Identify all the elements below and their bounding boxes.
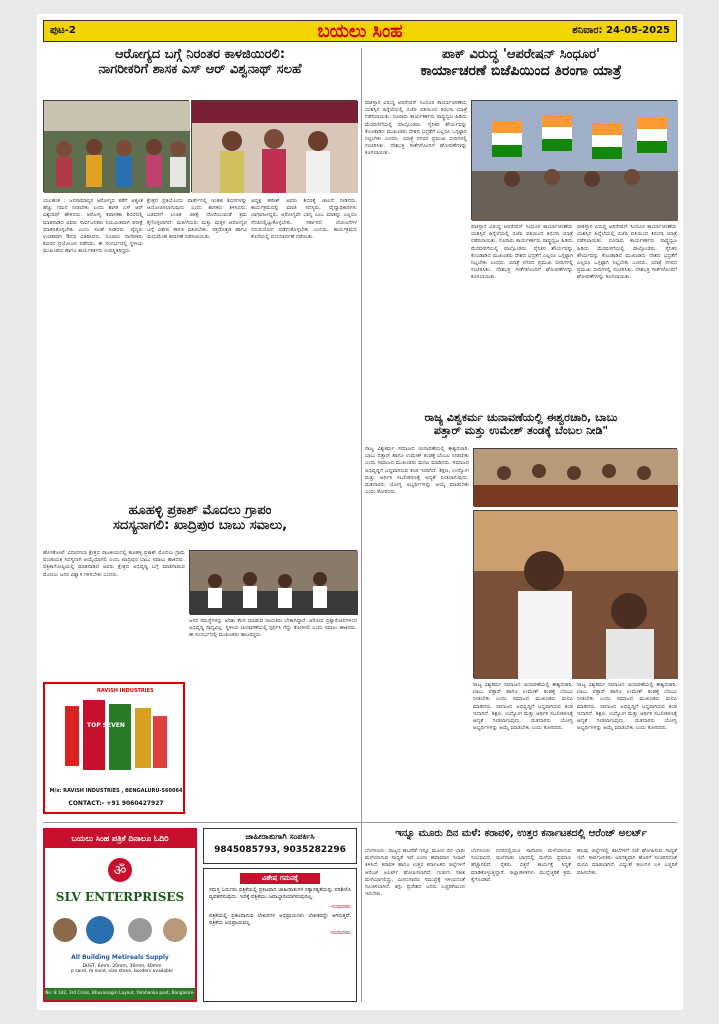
ad-slv-tagline: All Building Metireals Supply: [71, 954, 169, 961]
ad-contact-phones: 9845085793, 9035282296: [214, 845, 346, 855]
newspaper-page: [37, 14, 683, 1010]
svg-text:ॐ: ॐ: [113, 863, 127, 879]
story2-text-mid: ಪಾಕಿಸ್ತಾನ ವಿರುದ್ಧ ಆಪರೇಷನ್ ಸಿಂಧೂರ ಕಾರ್ಯಾಚರಣೆಯ ಯಶಸ್ಸಿನ ಹಿನ್ನೆಲೆಯಲ್ಲಿ ಬಿಜೆಪಿ ವತಿಯಿಂದ ತಿರಂಗಾ ಯಾತ್ರೆ ನಡೆಸಲಾಯಿತು. ನೂರಾರು ಕಾರ್ಯಕರ್ತರು ರಾಷ್ಟ್ರಧ್ವಜ ಹಿಡಿದು ಮೆರವಣಿಗೆಯಲ್ಲಿ ಪಾಲ್ಗೊಂಡರು. ಸೈನಿಕರ ಶೌರ್ಯವನ್ನು ಕೊಂಡಾಡಿದ ಮುಖಂಡರು ದೇಶದ ಭದ್ರತೆಗೆ ಎಲ್ಲರೂ ಒಗ್ಗಟ್ಟಾಗಿ ನಿಲ್ಲಬೇಕು ಎಂದರು. ಯಾತ್ರೆ ನಗರದ ಪ್ರಮುಖ ಬೀದಿಗಳಲ್ಲಿ ಸಂಚರಿಸಿತು. ದೇಶಭಕ್ತಿ ಗೀತೆಗಳೊಂದಿಗೆ ಘೋಷಣೆಗಳನ್ನು ಕೂಗಲಾಯಿತು.: [471, 224, 573, 281]
ad-ravish-address: M/s: RAVISH INDUSTRIES , BENGALURU-560064: [49, 788, 183, 794]
ad-slv-om-image: [45, 850, 195, 890]
story3-photo-portrait: [473, 510, 677, 678]
story3-text-left: ರಾಜ್ಯ ವಿಶ್ವಕರ್ಮ ಸಮಾಜದ ಚುನಾವಣೆಯಲ್ಲಿ ಈಶ್ವರಚಾರಿ, ಬಾಬು ಪತ್ತಾರ್ ಹಾಗೂ ಉಮೇಶ್ ತಂಡಕ್ಕೆ ಬೆಂಬಲ ನೀಡಬೇಕು ಎಂದು ಸಮಾಜದ ಮುಖಂಡರು ಮನವಿ ಮಾಡಿದರು. ಸಮಾಜದ ಅಭಿವೃದ್ಧಿಗೆ ಬದ್ಧವಾಗಿರುವ ತಂಡ ಇದಾಗಿದೆ. ಶಿಕ್ಷಣ, ಉದ್ಯೋಗ ಮತ್ತು ಆರ್ಥಿಕ ಸಬಲೀಕರಣಕ್ಕೆ ಆದ್ಯತೆ ನೀಡಲಾಗುವುದು. ಮತದಾರರು ಯೋಗ್ಯ ಅಭ್ಯರ್ಥಿಗಳನ್ನು ಆಯ್ಕೆ ಮಾಡಬೇಕು ಎಂದು ಕೋರಿದರು.: [365, 446, 469, 496]
story4-text-b: ಜನರ ಸಮಸ್ಯೆಗಳನ್ನು ಅರಿತು ಕೆಲಸ ಮಾಡುವ ನಾಯಕರು ಬೇಕಾಗಿದ್ದಾರೆ. ಆರೋಪ ಪ್ರತ್ಯಾರೋಪಗಳಿಂದ ಅಭಿವೃದ್ಧಿ ಸಾಧ್ಯವಿಲ್ಲ. ಸ್ಥಳೀಯ ಚುನಾವಣೆಯಲ್ಲಿ ಸ್ಪರ್ಧಿಸಿ ಗೆದ್ದು ತೋರಿಸಲಿ ಎಂದು ಸವಾಲು ಹಾಕಿದರು. ಈ ಸಂದರ್ಭದಲ್ಲಿ ಮುಖಂಡರು ಹಾಜರಿದ್ದರು.: [189, 618, 357, 639]
story1-headline: [43, 48, 357, 78]
story3-text-mid: ರಾಜ್ಯ ವಿಶ್ವಕರ್ಮ ಸಮಾಜದ ಚುನಾವಣೆಯಲ್ಲಿ ಈಶ್ವರಚಾರಿ, ಬಾಬು ಪತ್ತಾರ್ ಹಾಗೂ ಉಮೇಶ್ ತಂಡಕ್ಕೆ ಬೆಂಬಲ ನೀಡಬೇಕು ಎಂದು ಸಮಾಜದ ಮುಖಂಡರು ಮನವಿ ಮಾಡಿದರು. ಸಮಾಜದ ಅಭಿವೃದ್ಧಿಗೆ ಬದ್ಧವಾಗಿರುವ ತಂಡ ಇದಾಗಿದೆ. ಶಿಕ್ಷಣ, ಉದ್ಯೋಗ ಮತ್ತು ಆರ್ಥಿಕ ಸಬಲೀಕರಣಕ್ಕೆ ಆದ್ಯತೆ ನೀಡಲಾಗುವುದು. ಮತದಾರರು ಯೋಗ್ಯ ಅಭ್ಯರ್ಥಿಗಳನ್ನು ಆಯ್ಕೆ ಮಾಡಬೇಕು ಎಂದು ಕೋರಿದರು.: [473, 682, 573, 732]
ad-contact-box: [203, 828, 357, 864]
column-divider: [361, 48, 362, 828]
story1-headline-line1: ಆರೋಗ್ಯದ ಬಗ್ಗೆ ನಿರಂತರ ಕಾಳಜಿಯಿರಲಿ:: [114, 47, 286, 62]
story1-column-2: ಕ್ಷೇತ್ರದ ಪ್ರತಿಯೊಂದು ವಾರ್ಡ್‌ನಲ್ಲಿ ಇಂತಹ ಶಿಬಿರಗಳನ್ನು ಆಯೋಜಿಸಲಾಗುವುದು ಎಂದು ಶಾಸಕರು ತಿಳಿಸಿದರು. ಬಡವರಿಗೆ ಉಚಿತ ಚಿಕಿತ್ಸೆ ದೊರೆಯುವಂತೆ ಕ್ರಮ ಕೈಗೊಳ್ಳಲಾಗಿದೆ. ಮಹಿಳೆಯರು ಮತ್ತು ಮಕ್ಕಳ ಆರೋಗ್ಯದ ಬಗ್ಗೆ ವಿಶೇಷ ಕಾಳಜಿ ವಹಿಸಬೇಕು. ರಕ್ತದೊತ್ತಡ ಹಾಗೂ ಮಧುಮೇಹ ತಪಾಸಣೆ ನಡೆಸಲಾಯಿತು.: [147, 198, 247, 241]
ad-slv-materials-image: [45, 910, 195, 950]
story2-headline: [365, 48, 677, 79]
story2-text-left: ಪಾಕಿಸ್ತಾನ ವಿರುದ್ಧ ಆಪರೇಷನ್ ಸಿಂಧೂರ ಕಾರ್ಯಾಚರಣೆಯ ಯಶಸ್ಸಿನ ಹಿನ್ನೆಲೆಯಲ್ಲಿ ಬಿಜೆಪಿ ವತಿಯಿಂದ ತಿರಂಗಾ ಯಾತ್ರೆ ನಡೆಸಲಾಯಿತು. ನೂರಾರು ಕಾರ್ಯಕರ್ತರು ರಾಷ್ಟ್ರಧ್ವಜ ಹಿಡಿದು ಮೆರವಣಿಗೆಯಲ್ಲಿ ಪಾಲ್ಗೊಂಡರು. ಸೈನಿಕರ ಶೌರ್ಯವನ್ನು ಕೊಂಡಾಡಿದ ಮುಖಂಡರು ದೇಶದ ಭದ್ರತೆಗೆ ಎಲ್ಲರೂ ಒಗ್ಗಟ್ಟಾಗಿ ನಿಲ್ಲಬೇಕು ಎಂದರು. ಯಾತ್ರೆ ನಗರದ ಪ್ರಮುಖ ಬೀದಿಗಳಲ್ಲಿ ಸಂಚರಿಸಿತು. ದೇಶಭಕ್ತಿ ಗೀತೆಗಳೊಂದಿಗೆ ಘೋಷಣೆಗಳನ್ನು ಕೂಗಲಾಯಿತು.: [365, 100, 467, 157]
ad-slv-name: SLV ENTERPRISES: [55, 890, 185, 904]
story5-text-b: ಬೆಂಗಳೂರು ನಗರದಲ್ಲಿಯೂ ಸಾಧಾರಣ ಮಳೆಯಾಗುವ ಸಂಭವವಿದೆ. ಮಲೆನಾಡು ಭಾಗದಲ್ಲಿ ಮಳೆಯ ಪ್ರಮಾಣ ಹೆಚ್ಚಾಗಲಿದೆ. ರೈತರು ಬಿತ್ತನೆ ಕಾರ್ಯಕ್ಕೆ ಸಿದ್ಧತೆ ಮಾಡಿಕೊಳ್ಳುತ್ತಿದ್ದಾರೆ. ಜಿಲ್ಲಾಡಳಿತಗಳು ಮುನ್ನೆಚ್ಚರಿಕೆ ಕ್ರಮ ಕೈಗೊಂಡಿವೆ.: [471, 848, 571, 883]
story5-text-c: ಹಲವು ಜಿಲ್ಲೆಗಳಲ್ಲಿ ಶಾಲೆಗಳಿಗೆ ರಜೆ ಘೋಷಿಸುವ ಸಾಧ್ಯತೆ ಇದೆ. ಸಾರ್ವಜನಿಕರು ಅನಗತ್ಯವಾಗಿ ಹೊರಗೆ ಸಂಚರಿಸದಂತೆ ಮನವಿ ಮಾಡಲಾಗಿದೆ. ವಿದ್ಯುತ್ ಕಂಬಗಳ ಬಳಿ ಎಚ್ಚರಿಕೆ ವಹಿಸಬೇಕು.: [577, 848, 677, 876]
story3-photo-group: [473, 448, 677, 506]
story4-text-a: ಹೊಸಕೋಟೆ: ವಿಧಾನಸಭಾ ಕ್ಷೇತ್ರದ ರಾಜಕೀಯದಲ್ಲಿ ಹೂಹಳ್ಳಿ ಪ್ರಕಾಶ್ ಮೊದಲು ಗ್ರಾಮ ಪಂಚಾಯತಿ ಸದಸ್ಯನಾಗಿ ಆಯ್ಕೆಯಾಗಲಿ ಎಂದು ಖಾದ್ರಿಪುರ ಬಾಬು ಸವಾಲು ಹಾಕಿದರು. ಪತ್ರಿಕಾಗೋಷ್ಠಿಯಲ್ಲಿ ಮಾತನಾಡಿದ ಅವರು ಕ್ಷೇತ್ರದ ಅಭಿವೃದ್ಧಿ ಬಗ್ಗೆ ಮಾತನಾಡುವ ಮೊದಲು ಜನರ ವಿಶ್ವಾಸ ಗಳಿಸಬೇಕು ಎಂದರು.: [43, 550, 185, 578]
notice-box: [203, 868, 357, 1002]
story2-photo-image: [472, 101, 678, 221]
notice-text: ಸಮಸ್ತ ಓದುಗರು ಪತ್ರಿಕೆಯಲ್ಲಿ ಪ್ರಕಟವಾದ ಜಾಹೀರಾತುಗಳ ಸತ್ಯಾಸತ್ಯತೆಯನ್ನು ಪರಿಶೀಲಿಸಿ ವ್ಯವಹರಿಸುವುದು. ಇದಕ್ಕೆ ಪತ್ರಿಕೆಯು ಜವಾಬ್ದಾರಿಯಾಗಿರುವುದಿಲ್ಲ.: [209, 887, 351, 900]
story3-headline-line1: ರಾಜ್ಯ ವಿಶ್ವಕರ್ಮ ಚುನಾವಣೆಯಲ್ಲಿ ಈಶ್ವರಚಾರಿ, ಬಾಬು: [424, 411, 618, 424]
story4-photo-image: [190, 551, 358, 615]
story3-photo-portrait-image: [474, 511, 678, 679]
ad-ravish-brand: RAVISH INDUSTRIES: [97, 688, 154, 694]
story2-text-right: ಪಾಕಿಸ್ತಾನ ವಿರುದ್ಧ ಆಪರೇಷನ್ ಸಿಂಧೂರ ಕಾರ್ಯಾಚರಣೆಯ ಯಶಸ್ಸಿನ ಹಿನ್ನೆಲೆಯಲ್ಲಿ ಬಿಜೆಪಿ ವತಿಯಿಂದ ತಿರಂಗಾ ಯಾತ್ರೆ ನಡೆಸಲಾಯಿತು. ನೂರಾರು ಕಾರ್ಯಕರ್ತರು ರಾಷ್ಟ್ರಧ್ವಜ ಹಿಡಿದು ಮೆರವಣಿಗೆಯಲ್ಲಿ ಪಾಲ್ಗೊಂಡರು. ಸೈನಿಕರ ಶೌರ್ಯವನ್ನು ಕೊಂಡಾಡಿದ ಮುಖಂಡರು ದೇಶದ ಭದ್ರತೆಗೆ ಎಲ್ಲರೂ ಒಗ್ಗಟ್ಟಾಗಿ ನಿಲ್ಲಬೇಕು ಎಂದರು. ಯಾತ್ರೆ ನಗರದ ಪ್ರಮುಖ ಬೀದಿಗಳಲ್ಲಿ ಸಂಚರಿಸಿತು. ದೇಶಭಕ್ತಿ ಗೀತೆಗಳೊಂದಿಗೆ ಘೋಷಣೆಗಳನ್ನು ಕೂಗಲಾಯಿತು.: [577, 224, 677, 281]
ad-ravish-industries: [43, 682, 185, 814]
story1-column-1: ಯಲಹಂಕ : ಜನಸಾಮಾನ್ಯರ ಆರೋಗ್ಯದ ಕಡೆಗೆ ಅತ್ಯಂತ ಹೆಚ್ಚು ಗಮನ ನೀಡಬೇಕು ಎಂದು ಶಾಸಕ ಎಸ್ ಆರ್ ವಿಶ್ವನಾಥ್ ಹೇಳಿದರು. ಆರೋಗ್ಯ ತಪಾಸಣಾ ಶಿಬಿರದಲ್ಲಿ ಮಾತನಾಡಿದ ಅವರು ಸಾರ್ವಜನಿಕರು ನಿಯಮಿತವಾಗಿ ಪರೀಕ್ಷೆ ಮಾಡಿಸಿಕೊಳ್ಳಬೇಕು ಎಂದು ಸಲಹೆ ನೀಡಿದರು. ವೈದ್ಯರು ಉಚಿತವಾಗಿ ಔಷಧಿ ವಿತರಿಸಿದರು. ನೂರಾರು ನಾಗರೀಕರು ಶಿಬಿರದ ಪ್ರಯೋಜನ ಪಡೆದರು. ಈ ಸಂದರ್ಭದಲ್ಲಿ ಸ್ಥಳೀಯ ಮುಖಂಡರು ಹಾಗೂ ಕಾರ್ಯಕರ್ತರು ಉಪಸ್ಥಿತರಿದ್ದರು.: [43, 198, 143, 255]
ad-slv-enterprises: [43, 828, 197, 1008]
story5-text-a: ಬೆಂಗಳೂರು: ರಾಜ್ಯದ ಹಲವೆಡೆ ಇನ್ನೂ ಮೂರು ದಿನ ಭಾರೀ ಮಳೆಯಾಗುವ ಸಾಧ್ಯತೆ ಇದೆ ಎಂದು ಹವಾಮಾನ ಇಲಾಖೆ ತಿಳಿಸಿದೆ. ಕರಾವಳಿ ಹಾಗೂ ಉತ್ತರ ಕರ್ನಾಟಕದ ಜಿಲ್ಲೆಗಳಿಗೆ ಆರೆಂಜ್ ಅಲರ್ಟ್ ಘೋಷಿಸಲಾಗಿದೆ. ಗುಡುಗು ಸಹಿತ ಮಳೆಯಾಗಲಿದ್ದು, ಮೀನುಗಾರರು ಸಮುದ್ರಕ್ಕೆ ಇಳಿಯದಂತೆ ಸೂಚಿಸಲಾಗಿದೆ. ತಗ್ಗು ಪ್ರದೇಶದ ಜನರು ಎಚ್ಚರಿಕೆಯಿಂದ ಇರಬೇಕು.: [365, 848, 465, 898]
ad-ravish-products-image: [45, 696, 187, 782]
story3-text-right: ರಾಜ್ಯ ವಿಶ್ವಕರ್ಮ ಸಮಾಜದ ಚುನಾವಣೆಯಲ್ಲಿ ಈಶ್ವರಚಾರಿ, ಬಾಬು ಪತ್ತಾರ್ ಹಾಗೂ ಉಮೇಶ್ ತಂಡಕ್ಕೆ ಬೆಂಬಲ ನೀಡಬೇಕು ಎಂದು ಸಮಾಜದ ಮುಖಂಡರು ಮನವಿ ಮಾಡಿದರು. ಸಮಾಜದ ಅಭಿವೃದ್ಧಿಗೆ ಬದ್ಧವಾಗಿರುವ ತಂಡ ಇದಾಗಿದೆ. ಶಿಕ್ಷಣ, ಉದ್ಯೋಗ ಮತ್ತು ಆರ್ಥಿಕ ಸಬಲೀಕರಣಕ್ಕೆ ಆದ್ಯತೆ ನೀಡಲಾಗುವುದು. ಮತದಾರರು ಯೋಗ್ಯ ಅಭ್ಯರ್ಥಿಗಳನ್ನು ಆಯ್ಕೆ ಮಾಡಬೇಕು ಎಂದು ಕೋರಿದರು.: [577, 682, 677, 732]
ad-ravish-contact: CONTACT:- +91 9060427927: [68, 800, 164, 807]
issue-date: ಶನಿವಾರ: 24-05-2025: [572, 25, 670, 36]
bottom-column-divider: [361, 828, 362, 1002]
story1-headline-line2: ನಾಗರೀಕರಿಗೆ ಶಾಸಕ ಎಸ್ ಆರ್ ವಿಶ್ವನಾಥ್ ಸಲಹೆ: [98, 61, 302, 77]
story1-photo-right: [191, 100, 357, 192]
ad-slv-banner: ಬಯಲು ಸಿಂಹ ಪತ್ರಿಕೆ ದಿನಾಲೂ ಓದಿರಿ: [45, 830, 195, 848]
masthead: [43, 20, 677, 42]
story1-column-3: ಅಧ್ಯಕ್ಷ ಹರೀಶ್ ಅವರು ಶಿಬಿರಕ್ಕೆ ಚಾಲನೆ ನೀಡಿದರು. ಕಾರ್ಯಕ್ರಮದಲ್ಲಿ ಮಾಜಿ ಸದಸ್ಯರು, ವೈದ್ಯಾಧಿಕಾರಿಗಳು ಭಾಗವಹಿಸಿದ್ದರು. ಆರೋಗ್ಯವೇ ಭಾಗ್ಯ ಎಂಬ ಮಾತನ್ನು ಎಲ್ಲರೂ ನೆನಪಿನಲ್ಲಿಟ್ಟುಕೊಳ್ಳಬೇಕು. ಸರ್ಕಾರದ ಯೋಜನೆಗಳ ಸದುಪಯೋಗ ಪಡೆದುಕೊಳ್ಳಬೇಕು ಎಂದರು. ಕಾರ್ಯಕ್ರಮದ ಕೊನೆಯಲ್ಲಿ ವಂದನಾರ್ಪಣೆ ನಡೆಯಿತು.: [251, 198, 357, 241]
notice-sign: -ಸಂಪಾದಕರು: [329, 904, 351, 910]
page-number: ಪುಟ-2: [50, 25, 76, 36]
notice-title: ವಿಶೇಷ ಗಮನಕ್ಕೆ: [240, 873, 320, 884]
story1-photo-left: [43, 100, 189, 192]
story2-headline-line1: ಪಾಕ್ ವಿರುದ್ಧ 'ಆಪರೇಷನ್ ಸಿಂಧೂರ': [442, 47, 600, 62]
ad-ravish-product: TOP SEVEN: [87, 722, 125, 729]
notice-sign-2: -ಸಂಪಾದಕರು: [329, 930, 351, 936]
story4-headline-line1: ಹೂಹಳ್ಳಿ ಪ್ರಕಾಶ್ ಮೊದಲು ಗ್ರಾಪಂ: [128, 503, 272, 518]
story4-headline-line2: ಸದಸ್ಯನಾಗಲಿ: ಖಾದ್ರಿಪುರ ಬಾಬು ಸವಾಲು,: [112, 517, 288, 533]
story2-photo: [471, 100, 677, 220]
story3-photo-group-image: [474, 449, 678, 507]
notice-text-2: ಪತ್ರಿಕೆಯಲ್ಲಿ ಪ್ರಕಟವಾಗುವ ಲೇಖನಗಳ ಅಭಿಪ್ರಾಯಗಳು ಲೇಖಕರದ್ದೇ ಆಗಿರುತ್ತವೆ. ಪತ್ರಿಕೆಯ ಅಭಿಪ್ರಾಯವಲ್ಲ.: [209, 913, 351, 926]
story3-headline-line2: ಪತ್ತಾರ್ ಮತ್ತು ಉಮೇಶ್ ತಂಡಕ್ಕೆ ಬೆಂಬಲ ನೀಡಿ": [433, 423, 609, 437]
ad-contact-title: ಜಾಹೀರಾತುಗಾಗಿ ಸಂಪರ್ಕಿಸಿ: [245, 832, 315, 841]
story4-photo: [189, 550, 357, 614]
story1-photo-right-image: [192, 101, 358, 193]
story3-headline: [365, 412, 677, 437]
ad-slv-address: No: 8 142, 3rd Cross, Bhuvanagiri Layout, Yelahanka post, Bangalore-64: [45, 988, 195, 1000]
story2-headline-line2: ಕಾರ್ಯಾಚರಣೆ ಬಿಜೆಪಿಯಿಂದ ತಿರಂಗಾ ಯಾತ್ರೆ: [420, 62, 622, 79]
ad-slv-details: DUST, 6mm, 20mm, 30mm, 40mm p sand, m sand, size stone, borders available: [71, 964, 173, 974]
section-divider: [43, 822, 677, 823]
story5-headline: ಇನ್ನೂ ಮೂರು ದಿನ ಮಳೆ: ಕರಾವಳಿ, ಉತ್ತರ ಕರ್ನಾಟಕದಲ್ಲಿ ಆರೆಂಜ್ ಅಲರ್ಟ್: [395, 828, 647, 839]
story1-photo-left-image: [44, 101, 190, 193]
newspaper-title: ಬಯಲು ಸಿಂಹ: [317, 21, 403, 42]
story4-headline: [43, 504, 357, 534]
